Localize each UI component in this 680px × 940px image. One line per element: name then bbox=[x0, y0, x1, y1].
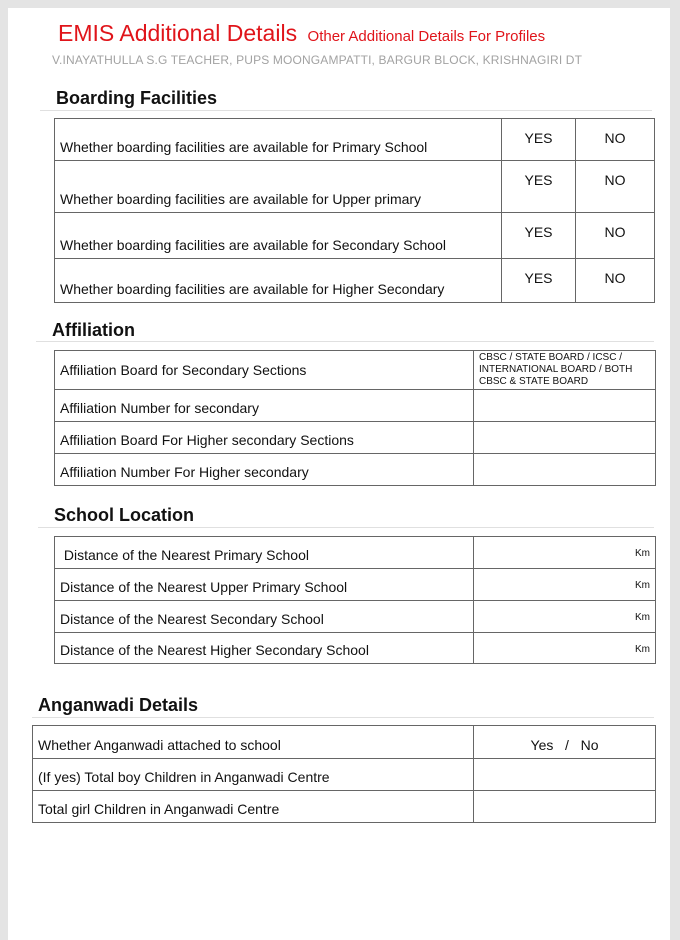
boarding-question: Whether boarding facilities are available for Higher Secondary bbox=[55, 259, 502, 303]
table-row bbox=[55, 161, 655, 213]
document-subtitle: Other Additional Details For Profiles bbox=[307, 28, 546, 45]
table-row bbox=[55, 259, 655, 303]
girl-children-count-input[interactable] bbox=[474, 791, 656, 823]
table-row bbox=[55, 390, 656, 422]
section-rule bbox=[32, 717, 654, 718]
yes-no-choice[interactable]: Yes / No bbox=[474, 726, 656, 759]
no-option[interactable]: NO bbox=[576, 213, 655, 259]
yes-option[interactable]: YES bbox=[502, 119, 576, 161]
boy-children-count-input[interactable] bbox=[474, 759, 656, 791]
affiliation-label: Affiliation Number For Higher secondary bbox=[55, 454, 474, 486]
section-rule bbox=[38, 527, 654, 528]
table-row bbox=[55, 119, 655, 161]
location-table bbox=[54, 536, 656, 664]
section-heading-location: School Location bbox=[54, 505, 195, 525]
location-label: Distance of the Nearest Higher Secondary School bbox=[55, 633, 474, 664]
no-option[interactable]: NO bbox=[576, 119, 655, 161]
author-line: V.INAYATHULLA S.G TEACHER, PUPS MOONGAMPATTI, BARGUR BLOCK, KRISHNAGIRI DT bbox=[52, 53, 583, 67]
yes-option[interactable]: YES bbox=[502, 161, 576, 213]
km-unit: Km bbox=[635, 612, 650, 623]
location-label: Distance of the Nearest Secondary School bbox=[55, 601, 474, 633]
table-row bbox=[55, 601, 656, 633]
anganwadi-label: Whether Anganwadi attached to school bbox=[33, 726, 474, 759]
anganwadi-table bbox=[32, 725, 656, 823]
km-unit: Km bbox=[635, 644, 650, 655]
table-row bbox=[33, 791, 656, 823]
table-row bbox=[55, 454, 656, 486]
no-option[interactable]: NO bbox=[576, 161, 655, 213]
section-rule bbox=[36, 341, 654, 342]
table-row bbox=[55, 422, 656, 454]
table-row bbox=[33, 726, 656, 759]
affiliation-label: Affiliation Number for secondary bbox=[55, 390, 474, 422]
affiliation-label: Affiliation Board for Secondary Sections bbox=[55, 351, 474, 390]
section-heading-boarding: Boarding Facilities bbox=[56, 88, 218, 108]
location-label: Distance of the Nearest Primary School bbox=[55, 537, 474, 569]
affiliation-number-input[interactable] bbox=[474, 454, 656, 486]
boarding-table bbox=[54, 118, 655, 303]
document-header bbox=[58, 20, 545, 47]
location-label: Distance of the Nearest Upper Primary School bbox=[55, 569, 474, 601]
table-row bbox=[55, 351, 656, 390]
distance-input[interactable] bbox=[474, 537, 656, 569]
affiliation-board-input[interactable] bbox=[474, 422, 656, 454]
distance-input[interactable] bbox=[474, 569, 656, 601]
section-rule bbox=[40, 110, 652, 111]
affiliation-board-options[interactable]: CBSC / STATE BOARD / ICSC / INTERNATIONAL BOARD / BOTH CBSC & STATE BOARD bbox=[474, 351, 656, 390]
section-heading-anganwadi: Anganwadi Details bbox=[38, 695, 199, 715]
affiliation-label: Affiliation Board For Higher secondary Sections bbox=[55, 422, 474, 454]
document-title: EMIS Additional Details bbox=[58, 20, 298, 46]
yes-option[interactable]: YES bbox=[502, 213, 576, 259]
distance-input[interactable] bbox=[474, 633, 656, 664]
section-heading-affiliation: Affiliation bbox=[52, 320, 135, 340]
table-row bbox=[55, 569, 656, 601]
no-option[interactable]: NO bbox=[576, 259, 655, 303]
km-unit: Km bbox=[635, 580, 650, 591]
distance-input[interactable] bbox=[474, 601, 656, 633]
boarding-question: Whether boarding facilities are available for Upper primary bbox=[55, 161, 502, 213]
boarding-question: Whether boarding facilities are available for Secondary School bbox=[55, 213, 502, 259]
anganwadi-label: (If yes) Total boy Children in Anganwadi Centre bbox=[33, 759, 474, 791]
km-unit: Km bbox=[635, 548, 650, 559]
table-row bbox=[55, 213, 655, 259]
table-row bbox=[55, 537, 656, 569]
boarding-question: Whether boarding facilities are available for Primary School bbox=[55, 119, 502, 161]
affiliation-number-input[interactable] bbox=[474, 390, 656, 422]
affiliation-table bbox=[54, 350, 656, 486]
table-row bbox=[33, 759, 656, 791]
yes-option[interactable]: YES bbox=[502, 259, 576, 303]
anganwadi-label: Total girl Children in Anganwadi Centre bbox=[33, 791, 474, 823]
table-row bbox=[55, 633, 656, 664]
